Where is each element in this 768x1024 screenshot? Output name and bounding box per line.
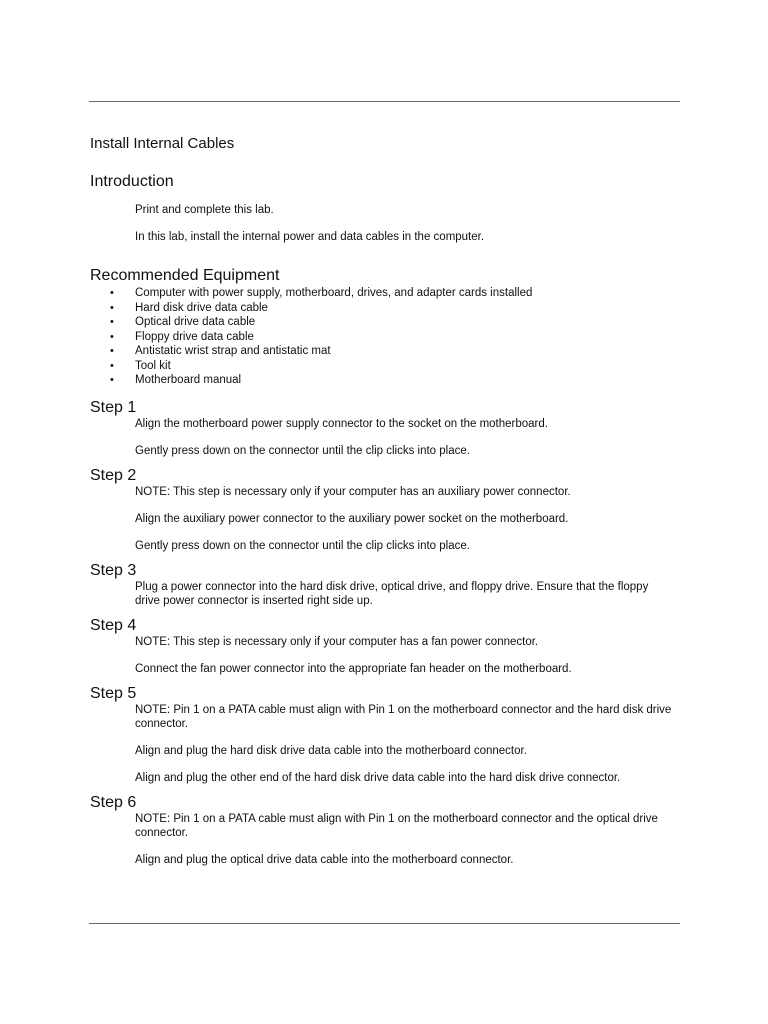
list-item: [90, 286, 680, 301]
bullet-icon: •: [110, 287, 114, 299]
list-item: [90, 359, 680, 374]
bullet-icon: •: [110, 316, 114, 328]
step-4-paragraph: NOTE: This step is necessary only if your computer has a fan power connector.: [135, 635, 539, 648]
equipment-item-label: Hard disk drive data cable: [135, 301, 268, 314]
equipment-item-label: Floppy drive data cable: [135, 330, 254, 343]
step-2-heading: Step 2: [90, 466, 137, 484]
equipment-list: [90, 286, 680, 388]
bullet-icon: •: [110, 374, 114, 386]
step-1-heading: Step 1: [90, 398, 137, 416]
step-4-heading: Step 4: [90, 616, 137, 634]
bullet-icon: •: [110, 345, 114, 357]
step-2-paragraph: Gently press down on the connector until the clip clicks into place.: [135, 539, 470, 552]
step-3-paragraph: Plug a power connector into the hard disk drive, optical drive, and floppy drive. Ensure that the floppy drive power connector is inserted right side up.: [135, 580, 649, 607]
bullet-icon: •: [110, 301, 114, 314]
equipment-heading: Recommended Equipment: [90, 267, 280, 284]
list-item: [90, 344, 680, 359]
introduction-paragraph: In this lab, install the internal power and data cables in the computer.: [135, 231, 485, 243]
document-body: [90, 134, 680, 867]
step-6-paragraph: Align and plug the optical drive data cable into the motherboard connector.: [135, 853, 514, 866]
step-2-paragraph: NOTE: This step is necessary only if your computer has an auxiliary power connector.: [135, 485, 571, 498]
header-rule: [89, 101, 680, 102]
equipment-item-label: Computer with power supply, motherboard, drives, and adapter cards installed: [135, 287, 533, 299]
list-item: [90, 330, 680, 345]
step-5-paragraph: Align and plug the other end of the hard disk drive data cable into the hard disk drive connector.: [135, 771, 621, 784]
step-3-heading: Step 3: [90, 561, 137, 579]
step-5-paragraph: Align and plug the hard disk drive data cable into the motherboard connector.: [135, 744, 527, 757]
list-item: [90, 315, 680, 330]
equipment-item-label: Optical drive data cable: [135, 316, 256, 328]
equipment-item-label: Antistatic wrist strap and antistatic mat: [135, 345, 331, 357]
bullet-icon: •: [110, 330, 114, 343]
list-item: [90, 301, 680, 316]
step-1-paragraph: Align the motherboard power supply connector to the socket on the motherboard.: [135, 417, 548, 430]
step-5-paragraph: NOTE: Pin 1 on a PATA cable must align with Pin 1 on the motherboard connector and the hard disk drive connector.: [135, 703, 672, 730]
introduction-paragraph: Print and complete this lab.: [135, 204, 274, 216]
page-title: Install Internal Cables: [90, 135, 235, 152]
step-5-heading: Step 5: [90, 684, 137, 702]
step-6-heading: Step 6: [90, 793, 137, 811]
introduction-heading: Introduction: [90, 173, 174, 190]
footer-rule: [89, 923, 680, 924]
step-2-paragraph: Align the auxiliary power connector to the auxiliary power socket on the motherboard.: [135, 512, 569, 525]
bullet-icon: •: [110, 359, 114, 372]
step-1-paragraph: Gently press down on the connector until the clip clicks into place.: [135, 444, 470, 457]
equipment-item-label: Motherboard manual: [135, 374, 242, 386]
list-item: [90, 373, 680, 388]
step-6-paragraph: NOTE: Pin 1 on a PATA cable must align with Pin 1 on the motherboard connector and the optical drive connector.: [135, 812, 658, 839]
equipment-item-label: Tool kit: [135, 359, 171, 372]
step-4-paragraph: Connect the fan power connector into the appropriate fan header on the motherboard.: [135, 662, 572, 675]
